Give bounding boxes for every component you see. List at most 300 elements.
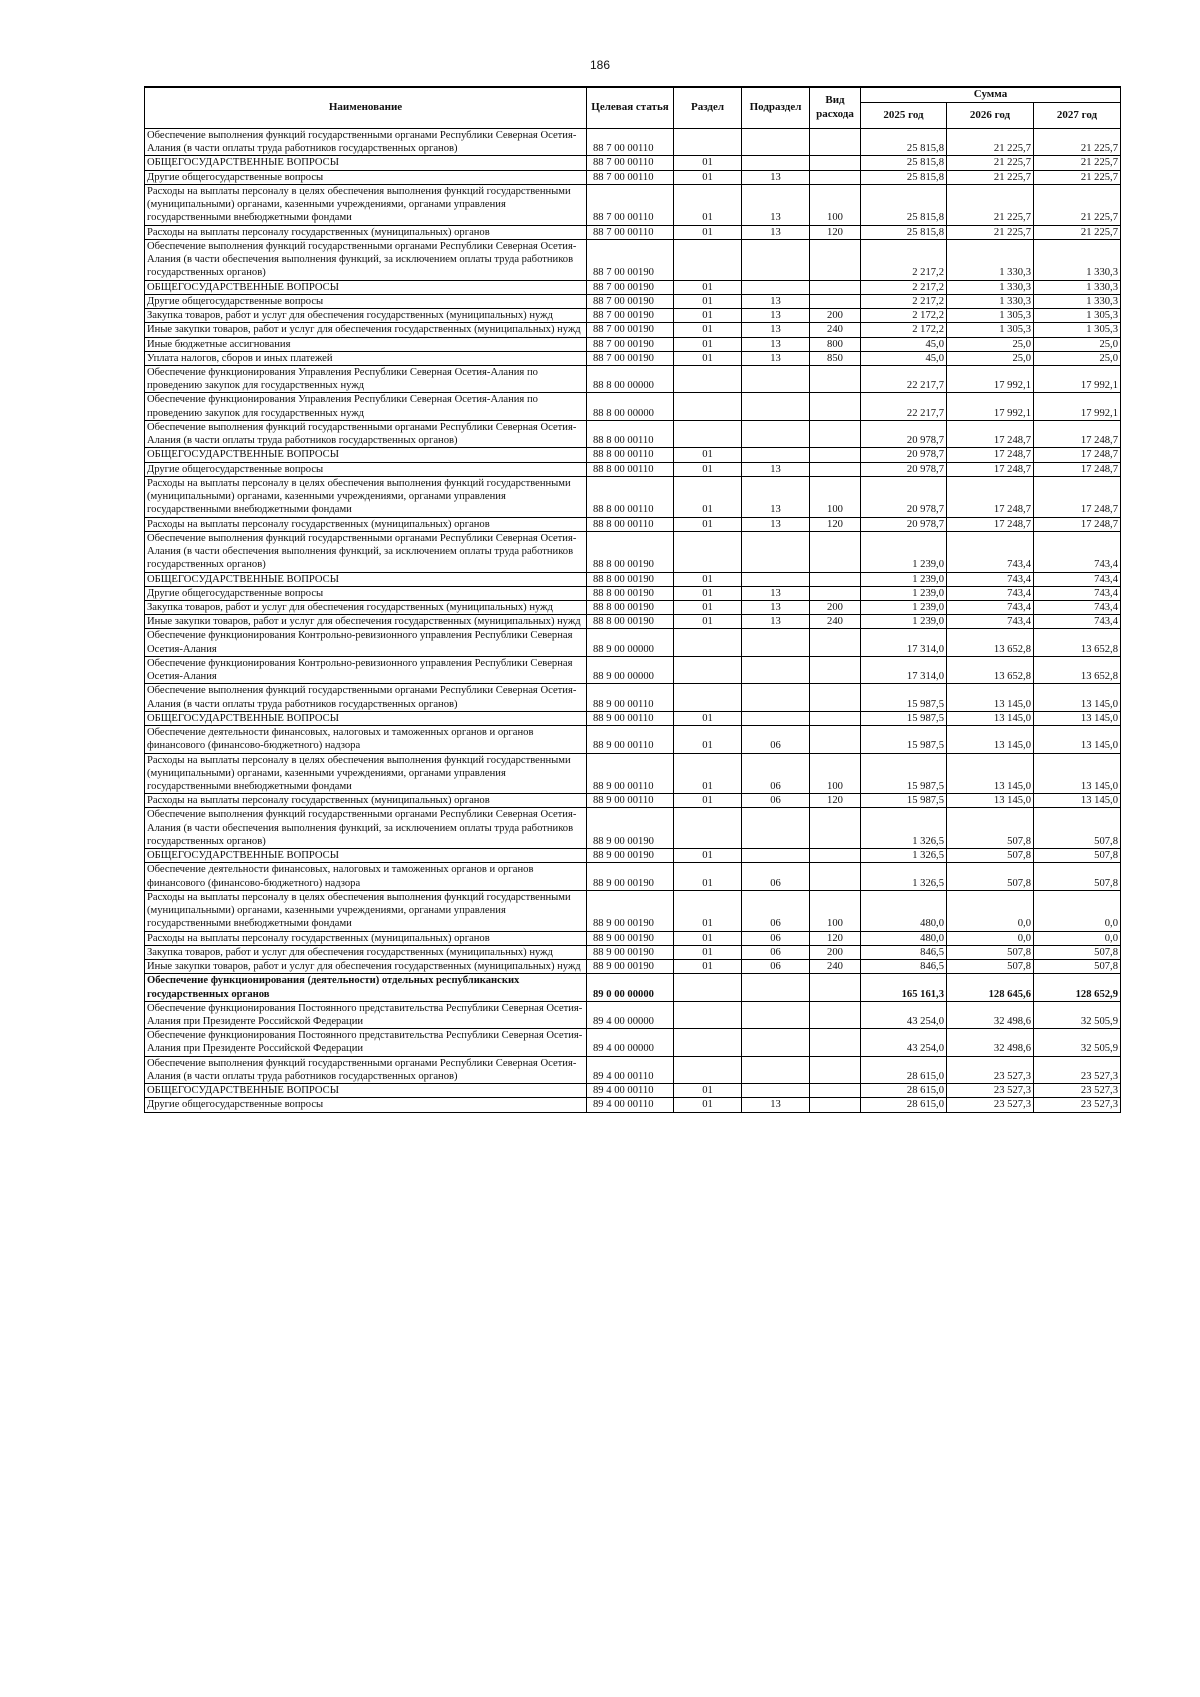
cell-name: Уплата налогов, сборов и иных платежей <box>145 351 587 365</box>
cell-sum-2025: 2 172,2 <box>861 309 947 323</box>
cell-name: ОБЩЕГОСУДАРСТВЕННЫЕ ВОПРОСЫ <box>145 448 587 462</box>
cell-sum-2027: 507,8 <box>1034 849 1121 863</box>
cell-sum-2026: 1 330,3 <box>947 239 1034 280</box>
cell-name: Другие общегосударственные вопросы <box>145 294 587 308</box>
cell-expense-type <box>810 1084 861 1098</box>
cell-target-article: 88 9 00 00110 <box>587 726 674 753</box>
cell-subsection: 06 <box>742 890 810 931</box>
cell-expense-type: 120 <box>810 931 861 945</box>
cell-section: 01 <box>674 960 742 974</box>
cell-subsection: 13 <box>742 1098 810 1112</box>
cell-name: Иные бюджетные ассигнования <box>145 337 587 351</box>
cell-subsection: 13 <box>742 294 810 308</box>
cell-target-article: 88 7 00 00190 <box>587 323 674 337</box>
cell-name: ОБЩЕГОСУДАРСТВЕННЫЕ ВОПРОСЫ <box>145 572 587 586</box>
cell-expense-type <box>810 629 861 656</box>
cell-name: ОБЩЕГОСУДАРСТВЕННЫЕ ВОПРОСЫ <box>145 280 587 294</box>
cell-expense-type <box>810 365 861 392</box>
cell-sum-2026: 13 145,0 <box>947 794 1034 808</box>
cell-target-article: 88 9 00 00000 <box>587 656 674 683</box>
cell-name: Другие общегосударственные вопросы <box>145 586 587 600</box>
table-row <box>145 365 1121 392</box>
cell-expense-type <box>810 420 861 447</box>
cell-expense-type: 240 <box>810 960 861 974</box>
cell-target-article: 88 7 00 00190 <box>587 294 674 308</box>
cell-target-article: 88 7 00 00190 <box>587 337 674 351</box>
cell-expense-type: 120 <box>810 517 861 531</box>
cell-section <box>674 974 742 1001</box>
cell-name: Иные закупки товаров, работ и услуг для обеспечения государственных (муниципальных) нужд <box>145 323 587 337</box>
cell-sum-2027: 128 652,9 <box>1034 974 1121 1001</box>
cell-sum-2027: 13 652,8 <box>1034 656 1121 683</box>
cell-sum-2026: 13 145,0 <box>947 711 1034 725</box>
cell-expense-type <box>810 808 861 849</box>
cell-name: Другие общегосударственные вопросы <box>145 462 587 476</box>
cell-expense-type: 200 <box>810 309 861 323</box>
cell-sum-2025: 2 217,2 <box>861 294 947 308</box>
cell-subsection: 13 <box>742 225 810 239</box>
cell-target-article: 88 8 00 00190 <box>587 586 674 600</box>
cell-sum-2026: 507,8 <box>947 960 1034 974</box>
table-row <box>145 656 1121 683</box>
cell-sum-2025: 15 987,5 <box>861 684 947 711</box>
cell-sum-2025: 45,0 <box>861 337 947 351</box>
cell-subsection: 06 <box>742 960 810 974</box>
cell-name: ОБЩЕГОСУДАРСТВЕННЫЕ ВОПРОСЫ <box>145 156 587 170</box>
cell-sum-2026: 17 992,1 <box>947 365 1034 392</box>
cell-target-article: 88 9 00 00190 <box>587 960 674 974</box>
cell-section: 01 <box>674 600 742 614</box>
cell-sum-2026: 1 305,3 <box>947 323 1034 337</box>
cell-sum-2027: 0,0 <box>1034 890 1121 931</box>
table-row <box>145 225 1121 239</box>
cell-name: Расходы на выплаты персоналу государственных (муниципальных) органов <box>145 794 587 808</box>
cell-subsection: 13 <box>742 600 810 614</box>
cell-sum-2026: 13 652,8 <box>947 656 1034 683</box>
cell-sum-2026: 13 652,8 <box>947 629 1034 656</box>
cell-expense-type <box>810 170 861 184</box>
cell-subsection <box>742 572 810 586</box>
cell-subsection: 13 <box>742 351 810 365</box>
table-row <box>145 337 1121 351</box>
cell-section: 01 <box>674 225 742 239</box>
cell-sum-2027: 13 145,0 <box>1034 726 1121 753</box>
cell-name: Закупка товаров, работ и услуг для обеспечения государственных (муниципальных) нужд <box>145 945 587 959</box>
table-row <box>145 420 1121 447</box>
cell-section <box>674 656 742 683</box>
table-row <box>145 393 1121 420</box>
cell-sum-2026: 0,0 <box>947 890 1034 931</box>
cell-expense-type <box>810 1098 861 1112</box>
cell-subsection <box>742 1001 810 1028</box>
cell-sum-2025: 20 978,7 <box>861 420 947 447</box>
cell-sum-2027: 21 225,7 <box>1034 156 1121 170</box>
cell-target-article: 88 8 00 00000 <box>587 365 674 392</box>
table-row <box>145 711 1121 725</box>
cell-section: 01 <box>674 517 742 531</box>
cell-target-article: 88 7 00 00110 <box>587 156 674 170</box>
cell-sum-2027: 17 992,1 <box>1034 393 1121 420</box>
cell-name: Расходы на выплаты персоналу в целях обеспечения выполнения функций государственными (муниципальными) органами, казенными учреждениями, органами управления государственными внебюджетными фондами <box>145 890 587 931</box>
cell-expense-type: 240 <box>810 615 861 629</box>
table-row <box>145 1029 1121 1056</box>
table-row <box>145 794 1121 808</box>
cell-sum-2027: 17 248,7 <box>1034 517 1121 531</box>
table-row <box>145 600 1121 614</box>
cell-section: 01 <box>674 280 742 294</box>
cell-section: 01 <box>674 615 742 629</box>
cell-sum-2027: 1 330,3 <box>1034 239 1121 280</box>
header-target-article: Целевая статья <box>587 87 674 129</box>
cell-sum-2025: 480,0 <box>861 890 947 931</box>
cell-name: Обеспечение функционирования Постоянного представительства Республики Северная Осетия-Алания при Президенте Российской Федерации <box>145 1001 587 1028</box>
cell-name: Иные закупки товаров, работ и услуг для обеспечения государственных (муниципальных) нужд <box>145 960 587 974</box>
cell-sum-2026: 743,4 <box>947 572 1034 586</box>
cell-section: 01 <box>674 294 742 308</box>
cell-sum-2025: 1 239,0 <box>861 531 947 572</box>
cell-subsection <box>742 280 810 294</box>
cell-sum-2026: 13 145,0 <box>947 684 1034 711</box>
cell-subsection <box>742 1084 810 1098</box>
cell-sum-2027: 1 305,3 <box>1034 309 1121 323</box>
cell-sum-2027: 23 527,3 <box>1034 1098 1121 1112</box>
cell-sum-2025: 846,5 <box>861 960 947 974</box>
cell-sum-2026: 507,8 <box>947 849 1034 863</box>
cell-target-article: 89 4 00 00000 <box>587 1001 674 1028</box>
cell-sum-2025: 20 978,7 <box>861 476 947 517</box>
cell-name: ОБЩЕГОСУДАРСТВЕННЫЕ ВОПРОСЫ <box>145 711 587 725</box>
cell-sum-2025: 17 314,0 <box>861 629 947 656</box>
cell-section: 01 <box>674 863 742 890</box>
cell-sum-2026: 743,4 <box>947 531 1034 572</box>
cell-sum-2027: 1 330,3 <box>1034 280 1121 294</box>
cell-sum-2025: 28 615,0 <box>861 1098 947 1112</box>
cell-name: Обеспечение функционирования Постоянного представительства Республики Северная Осетия-Алания при Президенте Российской Федерации <box>145 1029 587 1056</box>
table-row <box>145 684 1121 711</box>
cell-expense-type <box>810 711 861 725</box>
cell-target-article: 88 9 00 00190 <box>587 890 674 931</box>
table-row <box>145 448 1121 462</box>
cell-name: Обеспечение функционирования Контрольно-ревизионного управления Республики Северная Осетия-Алания <box>145 629 587 656</box>
cell-sum-2026: 17 992,1 <box>947 393 1034 420</box>
cell-name: Расходы на выплаты персоналу в целях обеспечения выполнения функций государственными (муниципальными) органами, казенными учреждениями, органами управления государственными внебюджетными фондами <box>145 753 587 794</box>
cell-sum-2025: 25 815,8 <box>861 156 947 170</box>
cell-name: Другие общегосударственные вопросы <box>145 1098 587 1112</box>
cell-expense-type <box>810 849 861 863</box>
cell-sum-2025: 25 815,8 <box>861 170 947 184</box>
cell-section: 01 <box>674 890 742 931</box>
cell-subsection <box>742 1029 810 1056</box>
cell-expense-type <box>810 1001 861 1028</box>
cell-sum-2026: 1 305,3 <box>947 309 1034 323</box>
table-row <box>145 753 1121 794</box>
cell-expense-type: 240 <box>810 323 861 337</box>
cell-expense-type <box>810 863 861 890</box>
table-row <box>145 323 1121 337</box>
cell-expense-type <box>810 280 861 294</box>
cell-target-article: 88 8 00 00110 <box>587 420 674 447</box>
cell-sum-2026: 21 225,7 <box>947 170 1034 184</box>
table-row <box>145 309 1121 323</box>
table-row <box>145 156 1121 170</box>
cell-subsection: 13 <box>742 615 810 629</box>
table-row <box>145 184 1121 225</box>
cell-name: Расходы на выплаты персоналу в целях обеспечения выполнения функций государственными (муниципальными) органами, казенными учреждениями, органами управления государственными внебюджетными фондами <box>145 476 587 517</box>
table-row <box>145 351 1121 365</box>
cell-sum-2026: 1 330,3 <box>947 294 1034 308</box>
cell-expense-type: 800 <box>810 337 861 351</box>
cell-section <box>674 629 742 656</box>
cell-sum-2026: 23 527,3 <box>947 1056 1034 1083</box>
cell-sum-2027: 13 145,0 <box>1034 684 1121 711</box>
table-row <box>145 890 1121 931</box>
cell-section: 01 <box>674 476 742 517</box>
cell-sum-2027: 21 225,7 <box>1034 129 1121 156</box>
cell-expense-type: 200 <box>810 945 861 959</box>
cell-section: 01 <box>674 309 742 323</box>
table-row <box>145 129 1121 156</box>
cell-sum-2025: 28 615,0 <box>861 1056 947 1083</box>
cell-expense-type: 100 <box>810 476 861 517</box>
cell-sum-2026: 507,8 <box>947 945 1034 959</box>
cell-subsection: 13 <box>742 462 810 476</box>
cell-target-article: 89 4 00 00110 <box>587 1084 674 1098</box>
cell-sum-2025: 22 217,7 <box>861 365 947 392</box>
cell-name: Обеспечение функционирования (деятельности) отдельных республиканских государственных органов <box>145 974 587 1001</box>
cell-target-article: 88 7 00 00190 <box>587 309 674 323</box>
cell-target-article: 88 8 00 00110 <box>587 462 674 476</box>
cell-sum-2025: 2 172,2 <box>861 323 947 337</box>
cell-sum-2025: 43 254,0 <box>861 1029 947 1056</box>
cell-target-article: 88 8 00 00110 <box>587 476 674 517</box>
cell-section: 01 <box>674 337 742 351</box>
cell-section: 01 <box>674 572 742 586</box>
cell-section: 01 <box>674 462 742 476</box>
cell-sum-2027: 17 248,7 <box>1034 448 1121 462</box>
cell-sum-2026: 25,0 <box>947 351 1034 365</box>
cell-expense-type <box>810 684 861 711</box>
cell-section: 01 <box>674 794 742 808</box>
cell-section <box>674 531 742 572</box>
cell-expense-type: 100 <box>810 753 861 794</box>
cell-subsection <box>742 420 810 447</box>
cell-expense-type <box>810 1056 861 1083</box>
cell-sum-2026: 21 225,7 <box>947 129 1034 156</box>
cell-name: Расходы на выплаты персоналу государственных (муниципальных) органов <box>145 225 587 239</box>
cell-sum-2027: 21 225,7 <box>1034 184 1121 225</box>
table-row <box>145 1098 1121 1112</box>
cell-target-article: 88 7 00 00190 <box>587 239 674 280</box>
cell-subsection: 13 <box>742 170 810 184</box>
cell-name: Обеспечение функционирования Управления Республики Северная Осетия-Алания по проведению закупок для государственных нужд <box>145 365 587 392</box>
page-number: 186 <box>589 58 611 72</box>
cell-sum-2025: 20 978,7 <box>861 448 947 462</box>
cell-section <box>674 808 742 849</box>
cell-sum-2025: 25 815,8 <box>861 184 947 225</box>
cell-target-article: 88 7 00 00110 <box>587 184 674 225</box>
cell-subsection <box>742 239 810 280</box>
cell-expense-type <box>810 656 861 683</box>
header-subsection: Подраздел <box>742 87 810 129</box>
cell-target-article: 88 8 00 00110 <box>587 448 674 462</box>
cell-target-article: 89 0 00 00000 <box>587 974 674 1001</box>
cell-name: Расходы на выплаты персоналу государственных (муниципальных) органов <box>145 517 587 531</box>
cell-subsection <box>742 156 810 170</box>
cell-sum-2026: 0,0 <box>947 931 1034 945</box>
table-row <box>145 945 1121 959</box>
header-section: Раздел <box>674 87 742 129</box>
cell-section <box>674 1056 742 1083</box>
cell-sum-2026: 13 145,0 <box>947 753 1034 794</box>
cell-expense-type: 200 <box>810 600 861 614</box>
cell-section <box>674 684 742 711</box>
cell-sum-2026: 32 498,6 <box>947 1001 1034 1028</box>
cell-subsection: 06 <box>742 931 810 945</box>
cell-subsection <box>742 1056 810 1083</box>
cell-sum-2027: 507,8 <box>1034 960 1121 974</box>
cell-name: Обеспечение функционирования Управления Республики Северная Осетия-Алания по проведению закупок для государственных нужд <box>145 393 587 420</box>
table-row <box>145 531 1121 572</box>
cell-sum-2027: 23 527,3 <box>1034 1084 1121 1098</box>
cell-target-article: 88 9 00 00110 <box>587 753 674 794</box>
cell-sum-2025: 45,0 <box>861 351 947 365</box>
cell-expense-type: 850 <box>810 351 861 365</box>
cell-sum-2027: 743,4 <box>1034 615 1121 629</box>
cell-subsection: 06 <box>742 726 810 753</box>
cell-sum-2026: 17 248,7 <box>947 476 1034 517</box>
cell-sum-2025: 43 254,0 <box>861 1001 947 1028</box>
cell-expense-type <box>810 1029 861 1056</box>
table-row <box>145 1001 1121 1028</box>
cell-sum-2025: 15 987,5 <box>861 794 947 808</box>
header-year-2025: 2025 год <box>861 103 947 129</box>
cell-subsection: 13 <box>742 323 810 337</box>
cell-sum-2025: 1 326,5 <box>861 863 947 890</box>
cell-expense-type <box>810 393 861 420</box>
header-expense-type: Вид расхода <box>810 87 861 129</box>
cell-subsection <box>742 448 810 462</box>
cell-target-article: 88 9 00 00190 <box>587 849 674 863</box>
cell-target-article: 88 8 00 00190 <box>587 572 674 586</box>
cell-section: 01 <box>674 931 742 945</box>
cell-subsection: 13 <box>742 586 810 600</box>
cell-expense-type: 100 <box>810 890 861 931</box>
cell-name: ОБЩЕГОСУДАРСТВЕННЫЕ ВОПРОСЫ <box>145 849 587 863</box>
cell-sum-2025: 20 978,7 <box>861 462 947 476</box>
cell-sum-2025: 20 978,7 <box>861 517 947 531</box>
cell-section: 01 <box>674 1098 742 1112</box>
cell-sum-2027: 17 248,7 <box>1034 476 1121 517</box>
cell-expense-type: 100 <box>810 184 861 225</box>
cell-name: Другие общегосударственные вопросы <box>145 170 587 184</box>
cell-sum-2026: 507,8 <box>947 808 1034 849</box>
cell-target-article: 88 9 00 00190 <box>587 808 674 849</box>
table-row <box>145 960 1121 974</box>
table-row <box>145 1056 1121 1083</box>
cell-name: Обеспечение выполнения функций государственными органами Республики Северная Осетия-Алания (в части оплаты труда работников государственных органов) <box>145 129 587 156</box>
cell-name: ОБЩЕГОСУДАРСТВЕННЫЕ ВОПРОСЫ <box>145 1084 587 1098</box>
cell-subsection <box>742 393 810 420</box>
table-row <box>145 476 1121 517</box>
cell-target-article: 88 8 00 00190 <box>587 600 674 614</box>
table-row <box>145 615 1121 629</box>
cell-target-article: 89 4 00 00000 <box>587 1029 674 1056</box>
cell-subsection <box>742 684 810 711</box>
cell-expense-type <box>810 586 861 600</box>
cell-subsection <box>742 365 810 392</box>
cell-subsection: 13 <box>742 309 810 323</box>
cell-subsection <box>742 711 810 725</box>
cell-name: Закупка товаров, работ и услуг для обеспечения государственных (муниципальных) нужд <box>145 600 587 614</box>
cell-sum-2027: 13 145,0 <box>1034 711 1121 725</box>
cell-name: Обеспечение деятельности финансовых, налоговых и таможенных органов и органов финансового (финансово-бюджетного) надзора <box>145 726 587 753</box>
cell-section: 01 <box>674 586 742 600</box>
budget-table <box>144 86 1121 1113</box>
table-row <box>145 974 1121 1001</box>
cell-sum-2026: 23 527,3 <box>947 1084 1034 1098</box>
cell-section: 01 <box>674 156 742 170</box>
cell-section: 01 <box>674 1084 742 1098</box>
cell-sum-2027: 21 225,7 <box>1034 225 1121 239</box>
cell-sum-2026: 32 498,6 <box>947 1029 1034 1056</box>
cell-subsection: 06 <box>742 863 810 890</box>
cell-sum-2026: 13 145,0 <box>947 726 1034 753</box>
cell-sum-2025: 480,0 <box>861 931 947 945</box>
cell-target-article: 88 9 00 00110 <box>587 684 674 711</box>
cell-target-article: 88 7 00 00190 <box>587 351 674 365</box>
cell-sum-2027: 507,8 <box>1034 945 1121 959</box>
cell-section <box>674 420 742 447</box>
cell-expense-type: 120 <box>810 225 861 239</box>
cell-sum-2025: 22 217,7 <box>861 393 947 420</box>
header-name: Наименование <box>145 87 587 129</box>
cell-sum-2027: 13 145,0 <box>1034 753 1121 794</box>
cell-expense-type <box>810 726 861 753</box>
cell-sum-2027: 17 992,1 <box>1034 365 1121 392</box>
cell-section: 01 <box>674 849 742 863</box>
cell-section <box>674 393 742 420</box>
cell-target-article: 88 9 00 00190 <box>587 945 674 959</box>
cell-target-article: 88 7 00 00110 <box>587 129 674 156</box>
cell-name: Иные закупки товаров, работ и услуг для обеспечения государственных (муниципальных) нужд <box>145 615 587 629</box>
cell-sum-2026: 17 248,7 <box>947 462 1034 476</box>
cell-target-article: 89 4 00 00110 <box>587 1056 674 1083</box>
cell-sum-2027: 21 225,7 <box>1034 170 1121 184</box>
cell-target-article: 88 9 00 00190 <box>587 863 674 890</box>
cell-section <box>674 1001 742 1028</box>
table-row <box>145 572 1121 586</box>
cell-target-article: 88 7 00 00110 <box>587 170 674 184</box>
cell-expense-type <box>810 294 861 308</box>
table-row <box>145 1084 1121 1098</box>
cell-subsection <box>742 531 810 572</box>
cell-section: 01 <box>674 323 742 337</box>
cell-sum-2027: 25,0 <box>1034 337 1121 351</box>
cell-subsection <box>742 656 810 683</box>
cell-sum-2026: 17 248,7 <box>947 420 1034 447</box>
table-row <box>145 726 1121 753</box>
cell-expense-type <box>810 462 861 476</box>
cell-sum-2025: 165 161,3 <box>861 974 947 1001</box>
cell-sum-2027: 25,0 <box>1034 351 1121 365</box>
cell-sum-2027: 507,8 <box>1034 863 1121 890</box>
cell-section: 01 <box>674 711 742 725</box>
cell-sum-2027: 743,4 <box>1034 531 1121 572</box>
cell-sum-2027: 0,0 <box>1034 931 1121 945</box>
cell-target-article: 89 4 00 00110 <box>587 1098 674 1112</box>
cell-subsection <box>742 808 810 849</box>
table-row <box>145 586 1121 600</box>
